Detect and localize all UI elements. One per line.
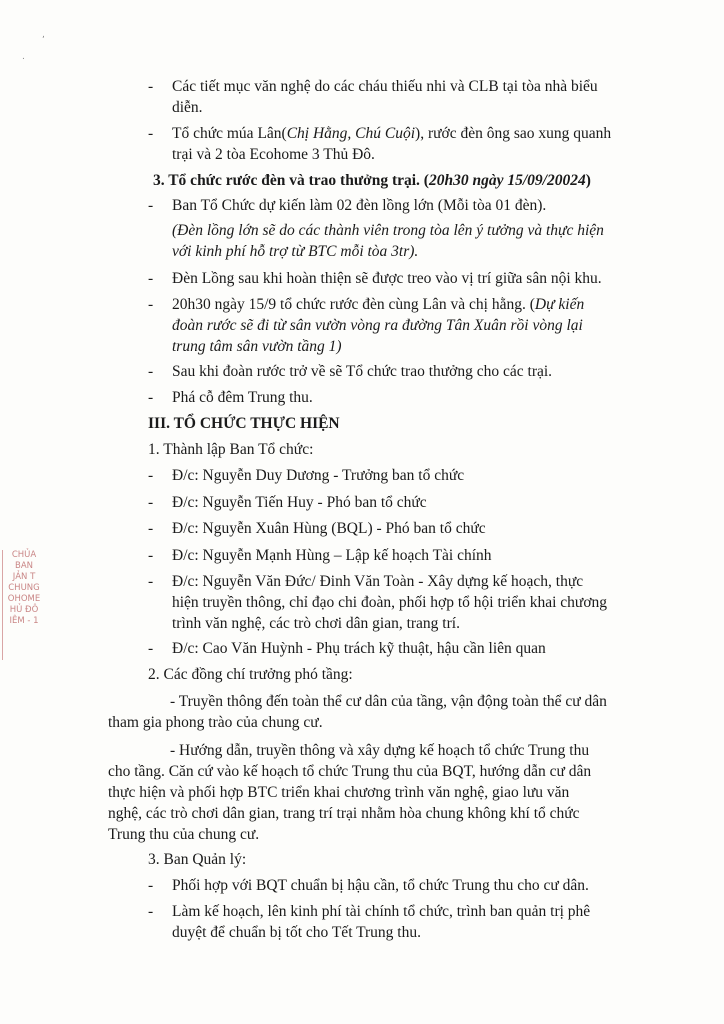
stamp-text: OHOME	[7, 594, 41, 604]
doc-line: 1. Thành lập Ban Tổ chức:	[148, 441, 314, 458]
doc-line: đoàn rước sẽ đi từ sân vườn vòng ra đường Tân Xuân rồi vòng lại	[172, 317, 583, 334]
bullet-dash: -	[148, 877, 154, 894]
doc-line: duyệt để chuẩn bị tốt cho Tết Trung thu.	[172, 924, 421, 941]
doc-line: Đ/c: Cao Văn Huỳnh - Phụ trách kỹ thuật, hậu cần liên quan	[172, 640, 546, 657]
bullet-dash: -	[148, 197, 154, 214]
bullet-dash: -	[148, 467, 154, 484]
doc-line: tham gia phong trào của chung cư.	[108, 714, 323, 731]
doc-line: Trung thu của chung cư.	[108, 826, 260, 843]
doc-line: với kinh phí hỗ trợ từ BTC mỗi tòa 3tr).	[172, 243, 419, 260]
bullet-dash: -	[148, 125, 154, 142]
red-stamp	[2, 550, 45, 660]
doc-line: diễn.	[172, 99, 203, 116]
bullet-dash: -	[148, 520, 154, 537]
stamp-text: BAN	[14, 561, 33, 571]
bullet-dash: -	[148, 78, 154, 95]
doc-line: Phá cỗ đêm Trung thu.	[172, 389, 313, 406]
bullet-dash: -	[148, 270, 154, 287]
doc-line: - Truyền thông đến toàn thể cư dân của tầng, vận động toàn thể cư dân	[170, 693, 607, 710]
doc-line: 3. Ban Quản lý:	[148, 851, 247, 868]
doc-line: Đ/c: Nguyễn Mạnh Hùng – Lập kế hoạch Tài chính	[172, 547, 492, 564]
doc-line: 2. Các đồng chí trưởng phó tầng:	[148, 666, 353, 683]
doc-line: cho tầng. Căn cứ vào kế hoạch tổ chức Trung thu của BQT, hướng dẫn cư dân	[108, 763, 592, 780]
scan-mark: .	[22, 52, 25, 62]
doc-line: nghệ, các trò chơi dân gian, trang trí trại nhằm hòa chung không khí tổ chức	[108, 805, 580, 822]
doc-line: trại và 2 tòa Ecohome 3 Thủ Đô.	[172, 146, 375, 163]
doc-line: Đ/c: Nguyễn Văn Đức/ Đinh Văn Toàn - Xây dựng kế hoạch, thực	[172, 573, 584, 590]
doc-line: Các tiết mục văn nghệ do các cháu thiếu nhi và CLB tại tòa nhà biểu	[172, 78, 598, 95]
scan-mark: ,	[42, 30, 45, 40]
doc-line: hiện truyền thông, chỉ đạo chi đoàn, phối hợp tổ hội triển khai chương	[172, 594, 608, 611]
doc-line: 20h30 ngày 15/9 tổ chức rước đèn cùng Lân và chị hằng. (Dự kiến	[172, 296, 585, 313]
doc-line: - Hướng dẫn, truyền thông và xây dựng kế hoạch tổ chức Trung thu	[170, 742, 590, 759]
doc-line: Đ/c: Nguyễn Duy Dương - Trưởng ban tổ chức	[172, 467, 465, 484]
bullet-dash: -	[148, 547, 154, 564]
doc-line: Làm kế hoạch, lên kinh phí tài chính tổ chức, trình ban quản trị phê	[172, 903, 591, 920]
stamp-text: IÊM - 1	[9, 616, 39, 626]
stamp-text: CHỦA	[11, 550, 37, 560]
doc-line: Ban Tổ Chức dự kiến làm 02 đèn lồng lớn (Mỗi tòa 01 đèn).	[172, 197, 547, 214]
bullet-dash: -	[148, 903, 154, 920]
doc-line: trình văn nghệ, các trò chơi dân gian, trang trí.	[172, 615, 460, 632]
doc-line: thực hiện và phối hợp BTC triển khai chương trình văn nghệ, giao lưu văn	[108, 784, 570, 801]
bullet-dash: -	[148, 494, 154, 511]
stamp-text: CHUNG	[8, 583, 40, 593]
stamp-text: JẢN T	[12, 572, 36, 582]
doc-line: Sau khi đoàn rước trở về sẽ Tổ chức trao thưởng cho các trại.	[172, 363, 553, 380]
bullet-dash: -	[148, 363, 154, 380]
bullet-dash: -	[148, 573, 154, 590]
doc-line: Phối hợp với BQT chuẩn bị hậu cần, tổ chức Trung thu cho cư dân.	[172, 877, 589, 894]
section-heading: III. TỔ CHỨC THỰC HIỆN	[148, 415, 340, 432]
doc-line: trung tâm sân vườn tầng 1)	[172, 338, 342, 355]
bullet-dash: -	[148, 296, 154, 313]
doc-line: Đ/c: Nguyễn Xuân Hùng (BQL) - Phó ban tổ chức	[172, 520, 486, 537]
section-heading: 3. Tổ chức rước đèn và trao thưởng trại. (20h30 ngày 15/09/20024)	[153, 172, 591, 189]
doc-line: Đèn Lồng sau khi hoàn thiện sẽ được treo vào vị trí giữa sân nội khu.	[172, 270, 602, 287]
doc-line: Đ/c: Nguyễn Tiến Huy - Phó ban tổ chức	[172, 494, 427, 511]
doc-line: (Đèn lồng lớn sẽ do các thành viên trong tòa lên ý tưởng và thực hiện	[172, 222, 604, 239]
bullet-dash: -	[148, 640, 154, 657]
bullet-dash: -	[148, 389, 154, 406]
doc-line: Tổ chức múa Lân(Chị Hằng, Chú Cuội), rước đèn ông sao xung quanh	[172, 125, 612, 142]
stamp-text: HỦ ĐÔ	[9, 605, 39, 615]
